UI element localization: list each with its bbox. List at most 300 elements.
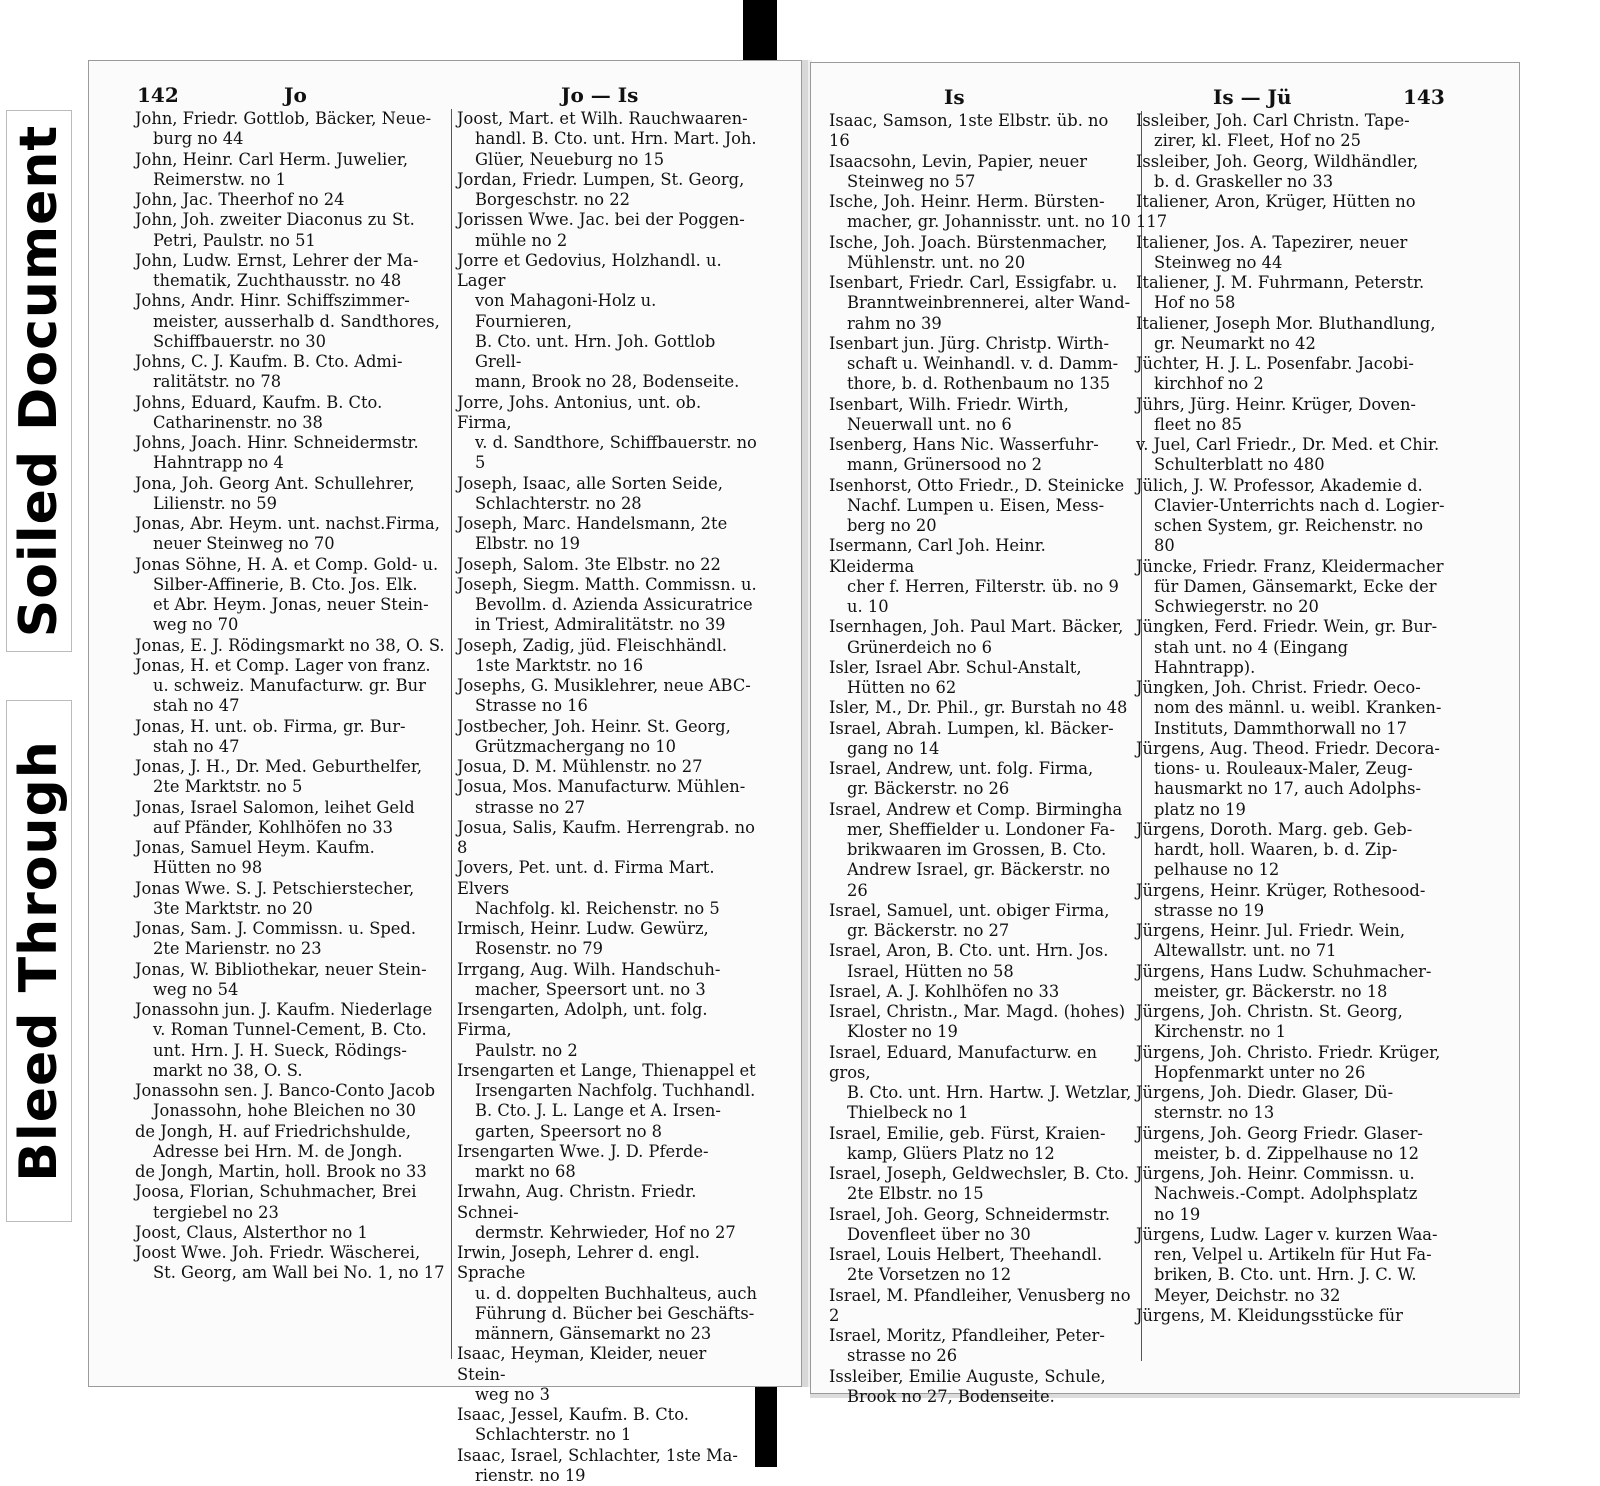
directory-entry [829,435,1134,476]
entry-name-line: Jonas Söhne, H. A. et Comp. Gold- u. [135,555,445,575]
entry-continuation-line: thematik, Zuchthausstr. no 48 [135,271,445,291]
entry-name-line: Isaac, Israel, Schlachter, 1ste Ma- [457,1446,757,1466]
directory-entry [829,395,1134,436]
column-divider [451,109,452,1359]
entry-continuation-line: gr. Bäckerstr. no 26 [829,779,1134,799]
entry-continuation-line: et Abr. Heym. Jonas, neuer Stein- [135,595,445,615]
directory-entry [829,273,1134,334]
entry-continuation-line: Hopfenmarkt unter no 26 [1136,1063,1446,1083]
entry-continuation-line: Adresse bei Hrn. M. de Jongh. [135,1142,445,1162]
directory-entry [135,291,445,352]
entry-name-line: Johns, Joach. Hinr. Schneidermstr. [135,433,445,453]
entry-continuation-line: B. Cto. unt. Hrn. Hartw. J. Wetzlar, [829,1083,1134,1103]
entry-continuation-line: Führung d. Bücher bei Geschäfts- [457,1304,757,1324]
entry-continuation-line: 2te Marienstr. no 23 [135,939,445,959]
entry-continuation-line: Meyer, Deichstr. no 32 [1136,1286,1446,1306]
directory-entry [1136,395,1446,436]
entry-name-line: Israel, Eduard, Manufacturw. en gros, [829,1043,1134,1084]
entry-continuation-line: Steinweg no 44 [1136,253,1446,273]
entry-name-line: Israel, Joseph, Geldwechsler, B. Cto. [829,1164,1134,1184]
entry-continuation-line: Lilienstr. no 59 [135,494,445,514]
entry-name-line: Israel, Abrah. Lumpen, kl. Bäcker- [829,719,1134,739]
entry-name-line: Jürgens, Joh. Heinr. Commissn. u. [1136,1164,1446,1184]
entry-continuation-line: ralitätstr. no 78 [135,372,445,392]
entry-name-line: Isenbart, Friedr. Carl, Essigfabr. u. [829,273,1134,293]
entry-continuation-line: strasse no 19 [1136,901,1446,921]
directory-entry [135,919,445,960]
entry-name-line: Joosa, Florian, Schuhmacher, Brei [135,1182,445,1202]
directory-entry [457,514,757,555]
entry-continuation-line: meister, gr. Bäckerstr. no 18 [1136,982,1446,1002]
entry-continuation-line: weg no 54 [135,980,445,1000]
entry-continuation-line: B. Cto. J. L. Lange et A. Irsen- [457,1101,757,1121]
entry-continuation-line: Steinweg no 57 [829,172,1134,192]
directory-entry [1136,557,1446,618]
entry-continuation-line: v. d. Sandthore, Schiffbauerstr. no 5 [457,433,757,474]
entry-continuation-line: gr. Neumarkt no 42 [1136,334,1446,354]
entry-name-line: Irrgang, Aug. Wilh. Handschuh- [457,960,757,980]
directory-entry [1136,435,1446,476]
right-header-range: Is — Jü [1213,85,1292,109]
entry-name-line: Isermann, Carl Joh. Heinr. Kleiderma [829,536,1134,577]
directory-entry [1136,881,1446,922]
directory-entry [1136,354,1446,395]
entry-name-line: Isler, Israel Abr. Schul-Anstalt, [829,658,1134,678]
entry-name-line: Jürgens, M. Kleidungsstücke für [1136,1306,1446,1326]
entry-continuation-line: Instituts, Dammthorwall no 17 [1136,719,1446,739]
directory-entry [135,838,445,879]
entry-name-line: Israel, Christn., Mar. Magd. (hohes) [829,1002,1134,1022]
entry-name-line: Jüngken, Joh. Christ. Friedr. Oeco- [1136,678,1446,698]
entry-name-line: Jüncke, Friedr. Franz, Kleidermacher [1136,557,1446,577]
directory-entry [135,879,445,920]
entry-continuation-line: ren, Velpel u. Artikeln für Hut Fa- [1136,1245,1446,1265]
directory-entry [829,719,1134,760]
entry-name-line: Jülich, J. W. Professor, Akademie d. [1136,476,1446,496]
entry-name-line: Jürgens, Heinr. Jul. Friedr. Wein, [1136,921,1446,941]
entry-name-line: Jona, Joh. Georg Ant. Schullehrer, [135,474,445,494]
entry-continuation-line: handl. B. Cto. unt. Hrn. Mart. Joh. [457,129,757,149]
entry-name-line: Jorre, Johs. Antonius, unt. ob. Firma, [457,393,757,434]
entry-name-line: Joost Wwe. Joh. Friedr. Wäscherei, [135,1243,445,1263]
entry-continuation-line: von Mahagoni-Holz u. Fournieren, [457,291,757,332]
entry-name-line: Jonassohn sen. J. Banco-Conto Jacob [135,1081,445,1101]
entry-name-line: Josua, Salis, Kaufm. Herrengrab. no 8 [457,818,757,859]
directory-entry [1136,1306,1446,1326]
entry-name-line: Isaacsohn, Levin, Papier, neuer [829,152,1134,172]
left-column-1 [135,109,445,1284]
entry-name-line: Issleiber, Joh. Georg, Wildhändler, [1136,152,1446,172]
entry-continuation-line: Andrew Israel, gr. Bäckerstr. no 26 [829,860,1134,901]
entry-name-line: John, Friedr. Gottlob, Bäcker, Neue- [135,109,445,129]
entry-continuation-line: Thielbeck no 1 [829,1103,1134,1123]
directory-entry [1136,1124,1446,1165]
directory-entry [829,1043,1134,1124]
directory-entry [829,536,1134,617]
entry-continuation-line: pelhause no 12 [1136,860,1446,880]
entry-name-line: Jonas, Israel Salomon, leihet Geld [135,798,445,818]
directory-entry [457,251,757,393]
directory-entry [135,636,445,656]
directory-entry [829,1326,1134,1367]
directory-entry [457,474,757,515]
entry-name-line: Jürgens, Ludw. Lager v. kurzen Waa- [1136,1225,1446,1245]
entry-continuation-line: stah no 47 [135,737,445,757]
entry-name-line: Israel, Louis Helbert, Theehandl. [829,1245,1134,1265]
entry-continuation-line: stah no 47 [135,696,445,716]
directory-entry [1136,739,1446,820]
entry-name-line: Johns, C. J. Kaufm. B. Cto. Admi- [135,352,445,372]
directory-entry [135,393,445,434]
directory-entry [829,759,1134,800]
entry-continuation-line: weg no 70 [135,615,445,635]
right-column-1 [829,111,1134,1407]
entry-continuation-line: kirchhof no 2 [1136,374,1446,394]
directory-entry [1136,152,1446,193]
directory-entry [457,1243,757,1344]
entry-name-line: Jürgens, Heinr. Krüger, Rothesood- [1136,881,1446,901]
directory-entry [135,1081,445,1122]
directory-entry [135,1243,445,1284]
entry-continuation-line: no 19 [1136,1205,1446,1225]
entry-continuation-line: Hütten no 98 [135,858,445,878]
directory-entry [457,717,757,758]
directory-entry [457,818,757,859]
right-header-keyword: Is [944,85,965,109]
entry-continuation-line: strasse no 26 [829,1346,1134,1366]
entry-continuation-line: Hahntrapp no 4 [135,453,445,473]
directory-entry [829,1002,1134,1043]
gutter-shadow-top [743,0,777,62]
directory-entry [457,1000,757,1061]
directory-entry [829,800,1134,901]
entry-continuation-line: markt no 38, O. S. [135,1061,445,1081]
entry-name-line: de Jongh, Martin, holl. Brook no 33 [135,1162,445,1182]
entry-name-line: Italiener, Jos. A. Tapezirer, neuer [1136,233,1446,253]
soiled-document-label [6,110,72,652]
left-header-range: Jo — Is [561,83,638,107]
entry-name-line: Irsengarten Wwe. J. D. Pferde- [457,1142,757,1162]
entry-continuation-line: 3te Marktstr. no 20 [135,899,445,919]
directory-entry [1136,476,1446,557]
entry-continuation-line: Schiffbauerstr. no 30 [135,332,445,352]
entry-continuation-line: 2te Marktstr. no 5 [135,777,445,797]
directory-entry [135,798,445,839]
directory-entry [829,233,1134,274]
directory-entry [1136,273,1446,314]
directory-entry [1136,192,1446,233]
directory-entry [135,1162,445,1182]
directory-entry [829,982,1134,1002]
entry-continuation-line: Kirchenstr. no 1 [1136,1022,1446,1042]
directory-entry [135,190,445,210]
directory-entry [1136,962,1446,1003]
directory-entry [829,901,1134,942]
directory-entry [457,858,757,919]
entry-name-line: Italiener, Aron, Krüger, Hütten no 117 [1136,192,1446,233]
directory-entry [135,210,445,251]
entry-continuation-line: Hof no 58 [1136,293,1446,313]
entry-name-line: Italiener, J. M. Fuhrmann, Peterstr. [1136,273,1446,293]
entry-continuation-line: Petri, Paulstr. no 51 [135,231,445,251]
entry-continuation-line: u. d. doppelten Buchhalteus, auch [457,1284,757,1304]
entry-name-line: Jürgens, Hans Ludw. Schuhmacher- [1136,962,1446,982]
entry-continuation-line: mühle no 2 [457,231,757,251]
entry-name-line: Irwin, Joseph, Lehrer d. engl. Sprache [457,1243,757,1284]
directory-entry [457,1446,757,1486]
directory-entry [1136,1164,1446,1225]
directory-entry [1136,1083,1446,1124]
entry-continuation-line: Clavier-Unterrichts nach d. Logier- [1136,496,1446,516]
left-header-keyword: Jo [284,83,307,107]
entry-name-line: Israel, Samuel, unt. obiger Firma, [829,901,1134,921]
entry-continuation-line: Schlachterstr. no 1 [457,1425,757,1445]
entry-continuation-line: neuer Steinweg no 70 [135,534,445,554]
entry-name-line: Jürgens, Joh. Diedr. Glaser, Dü- [1136,1083,1446,1103]
directory-entry [829,152,1134,193]
directory-entry [1136,1225,1446,1306]
directory-entry [135,1182,445,1223]
entry-name-line: Israel, Emilie, geb. Fürst, Kraien- [829,1124,1134,1144]
left-page [88,60,802,1387]
entry-continuation-line: Strasse no 16 [457,696,757,716]
directory-entry [457,1061,757,1142]
directory-entry [1136,111,1446,152]
entry-continuation-line: Rosenstr. no 79 [457,939,757,959]
entry-name-line: Joost, Claus, Alsterthor no 1 [135,1223,445,1243]
directory-entry [829,334,1134,395]
directory-entry [457,777,757,818]
directory-entry [135,474,445,515]
entry-continuation-line: unt. Hrn. J. H. Sueck, Rödings- [135,1041,445,1061]
entry-name-line: Issleiber, Joh. Carl Christn. Tape- [1136,111,1446,131]
entry-continuation-line: meister, ausserhalb d. Sandthores, [135,312,445,332]
entry-continuation-line: Neuerwall unt. no 6 [829,415,1134,435]
directory-entry [457,960,757,1001]
entry-name-line: Jonas, Samuel Heym. Kaufm. [135,838,445,858]
entry-name-line: Ische, Joh. Joach. Bürstenmacher, [829,233,1134,253]
directory-entry [457,210,757,251]
entry-continuation-line: strasse no 27 [457,798,757,818]
entry-name-line: Israel, Moritz, Pfandleiher, Peter- [829,1326,1134,1346]
entry-name-line: Jürgens, Doroth. Marg. geb. Geb- [1136,820,1446,840]
entry-name-line: Jonas, Sam. J. Commissn. u. Sped. [135,919,445,939]
entry-continuation-line: tions- u. Rouleaux-Maler, Zeug- [1136,759,1446,779]
entry-continuation-line: tergiebel no 23 [135,1203,445,1223]
page-number-right: 143 [1403,85,1445,109]
entry-continuation-line: brikwaaren im Grossen, B. Cto. [829,840,1134,860]
entry-continuation-line: hardt, holl. Waaren, b. d. Zip- [1136,840,1446,860]
entry-continuation-line: St. Georg, am Wall bei No. 1, no 17 [135,1263,445,1283]
entry-name-line: John, Heinr. Carl Herm. Juwelier, [135,150,445,170]
entry-continuation-line: Branntweinbrennerei, alter Wand- [829,293,1134,313]
entry-name-line: Jorissen Wwe. Jac. bei der Poggen- [457,210,757,230]
entry-continuation-line: berg no 20 [829,516,1134,536]
entry-continuation-line: dermstr. Kehrwieder, Hof no 27 [457,1223,757,1243]
entry-name-line: Israel, Joh. Georg, Schneidermstr. [829,1205,1134,1225]
entry-continuation-line: rahm no 39 [829,314,1134,334]
entry-name-line: Isaac, Samson, 1ste Elbstr. üb. no 16 [829,111,1134,152]
directory-entry [457,757,757,777]
entry-continuation-line: Dovenfleet über no 30 [829,1225,1134,1245]
entry-name-line: Jonas, W. Bibliothekar, neuer Stein- [135,960,445,980]
entry-name-line: Jorre et Gedovius, Holzhandl. u. Lager [457,251,757,292]
entry-name-line: Israel, M. Pfandleiher, Venusberg no 2 [829,1286,1134,1327]
entry-continuation-line: kamp, Glüers Platz no 12 [829,1144,1134,1164]
directory-entry [457,676,757,717]
directory-entry [1136,1043,1446,1084]
entry-name-line: Joseph, Zadig, jüd. Fleischhändl. [457,636,757,656]
gutter-shadow-bottom [755,1380,777,1467]
entry-continuation-line: Grützmachergang no 10 [457,737,757,757]
soiled-document-text: Soiled Document [9,125,69,637]
entry-continuation-line: Irsengarten Nachfolg. Tuchhandl. [457,1081,757,1101]
entry-continuation-line: Paulstr. no 2 [457,1041,757,1061]
directory-entry [1136,820,1446,881]
entry-name-line: Josua, D. M. Mühlenstr. no 27 [457,757,757,777]
entry-name-line: Jührs, Jürg. Heinr. Krüger, Doven- [1136,395,1446,415]
entry-continuation-line: Israel, Hütten no 58 [829,962,1134,982]
entry-continuation-line: zirer, kl. Fleet, Hof no 25 [1136,131,1446,151]
directory-entry [457,636,757,677]
entry-name-line: Jonas, H. unt. ob. Firma, gr. Bur- [135,717,445,737]
entry-name-line: Jonas, H. et Comp. Lager von franz. [135,656,445,676]
entry-name-line: Jürgens, Aug. Theod. Friedr. Decora- [1136,739,1446,759]
right-page [810,62,1520,1394]
entry-continuation-line: b. d. Graskeller no 33 [1136,172,1446,192]
directory-entry [135,960,445,1001]
entry-continuation-line: B. Cto. unt. Hrn. Joh. Gottlob Grell- [457,332,757,373]
entry-name-line: Israel, Andrew, unt. folg. Firma, [829,759,1134,779]
entry-continuation-line: Catharinenstr. no 38 [135,413,445,433]
entry-continuation-line: sternstr. no 13 [1136,1103,1446,1123]
entry-continuation-line: u. schweiz. Manufacturw. gr. Bur [135,676,445,696]
entry-continuation-line: Schwiegerstr. no 20 [1136,597,1446,617]
directory-entry [829,1205,1134,1246]
bleed-through-label [6,700,72,1222]
directory-entry [457,919,757,960]
entry-continuation-line: Hütten no 62 [829,678,1134,698]
entry-name-line: Jürgens, Joh. Christn. St. Georg, [1136,1002,1446,1022]
entry-continuation-line: 2te Vorsetzen no 12 [829,1265,1134,1285]
entry-name-line: John, Joh. zweiter Diaconus zu St. [135,210,445,230]
directory-entry [457,393,757,474]
entry-continuation-line: Bevollm. d. Azienda Assicuratrice [457,595,757,615]
entry-name-line: Joost, Mart. et Wilh. Rauchwaaren- [457,109,757,129]
directory-entry [135,757,445,798]
entry-continuation-line: mer, Sheffielder u. Londoner Fa- [829,820,1134,840]
entry-continuation-line: Silber-Affinerie, B. Cto. Jos. Elk. [135,575,445,595]
directory-entry [829,941,1134,982]
directory-entry [829,1164,1134,1205]
directory-entry [457,1344,757,1405]
directory-entry [829,1245,1134,1286]
entry-continuation-line: fleet no 85 [1136,415,1446,435]
entry-continuation-line: Schlachterstr. no 28 [457,494,757,514]
entry-name-line: Jonas, Abr. Heym. unt. nachst.Firma, [135,514,445,534]
entry-name-line: Jüngken, Ferd. Friedr. Wein, gr. Bur- [1136,617,1446,637]
entry-continuation-line: Borgeschstr. no 22 [457,190,757,210]
entry-continuation-line: stah unt. no 4 (Eingang Hahntrapp). [1136,638,1446,679]
entry-name-line: Jürgens, Joh. Georg Friedr. Glaser- [1136,1124,1446,1144]
entry-name-line: Isenhorst, Otto Friedr., D. Steinicke [829,476,1134,496]
entry-name-line: Joseph, Marc. Handelsmann, 2te [457,514,757,534]
entry-continuation-line: platz no 19 [1136,800,1446,820]
entry-continuation-line: für Damen, Gänsemarkt, Ecke der [1136,577,1446,597]
directory-entry [457,1405,757,1446]
directory-entry [829,1124,1134,1165]
entry-continuation-line: auf Pfänder, Kohlhöfen no 33 [135,818,445,838]
entry-name-line: Irsengarten, Adolph, unt. folg. Firma, [457,1000,757,1041]
entry-name-line: de Jongh, H. auf Friedrichshulde, [135,1122,445,1142]
directory-entry [1136,1002,1446,1043]
right-column-2 [1136,111,1446,1326]
entry-continuation-line: Brook no 27, Bodenseite. [829,1387,1134,1407]
entry-continuation-line: Jonassohn, hohe Bleichen no 30 [135,1101,445,1121]
entry-continuation-line: rienstr. no 19 [457,1466,757,1486]
directory-entry [829,1367,1134,1408]
entry-name-line: Isernhagen, Joh. Paul Mart. Bäcker, [829,617,1134,637]
entry-continuation-line: schaft u. Weinhandl. v. d. Damm- [829,354,1134,374]
directory-entry [135,251,445,292]
entry-continuation-line: cher f. Herren, Filterstr. üb. no 9 u. 10 [829,577,1134,618]
entry-name-line: Joseph, Isaac, alle Sorten Seide, [457,474,757,494]
directory-entry [135,1122,445,1163]
entry-continuation-line: Nachf. Lumpen u. Eisen, Mess- [829,496,1134,516]
entry-name-line: Italiener, Joseph Mor. Bluthandlung, [1136,314,1446,334]
entry-continuation-line: v. Roman Tunnel-Cement, B. Cto. [135,1020,445,1040]
entry-name-line: Irwahn, Aug. Christn. Friedr. Schnei- [457,1182,757,1223]
entry-continuation-line: Nachfolg. kl. Reichenstr. no 5 [457,899,757,919]
directory-entry [457,555,757,575]
entry-name-line: John, Ludw. Ernst, Lehrer der Ma- [135,251,445,271]
directory-entry [135,433,445,474]
entry-continuation-line: thore, b. d. Rothenbaum no 135 [829,374,1134,394]
entry-name-line: Jonas, J. H., Dr. Med. Geburthelfer, [135,757,445,777]
entry-continuation-line: burg no 44 [135,129,445,149]
entry-continuation-line: Schulterblatt no 480 [1136,455,1446,475]
entry-name-line: John, Jac. Theerhof no 24 [135,190,445,210]
entry-continuation-line: schen System, gr. Reichenstr. no 80 [1136,516,1446,557]
entry-name-line: Johns, Andr. Hinr. Schiffszimmer- [135,291,445,311]
directory-entry [135,656,445,717]
entry-name-line: Isenberg, Hans Nic. Wasserfuhr- [829,435,1134,455]
entry-name-line: Irmisch, Heinr. Ludw. Gewürz, [457,919,757,939]
directory-entry [1136,314,1446,355]
directory-entry [829,192,1134,233]
entry-continuation-line: Reimerstw. no 1 [135,170,445,190]
entry-name-line: Jüchter, H. J. L. Posenfabr. Jacobi- [1136,354,1446,374]
entry-name-line: Isler, M., Dr. Phil., gr. Burstah no 48 [829,698,1134,718]
entry-name-line: Johns, Eduard, Kaufm. B. Cto. [135,393,445,413]
directory-entry [457,109,757,170]
directory-entry [135,1000,445,1081]
directory-entry [829,698,1134,718]
entry-continuation-line: mann, Grünersood no 2 [829,455,1134,475]
entry-continuation-line: männern, Gänsemarkt no 23 [457,1324,757,1344]
entry-name-line: Israel, Aron, B. Cto. unt. Hrn. Jos. [829,941,1134,961]
entry-continuation-line: Kloster no 19 [829,1022,1134,1042]
left-column-2 [457,109,757,1486]
entry-continuation-line: gang no 14 [829,739,1134,759]
entry-continuation-line: meister, b. d. Zippelhause no 12 [1136,1144,1446,1164]
directory-entry [135,514,445,555]
entry-continuation-line: hausmarkt no 17, auch Adolphs- [1136,779,1446,799]
entry-continuation-line: Mühlenstr. unt. no 20 [829,253,1134,273]
entry-continuation-line: gr. Bäckerstr. no 27 [829,921,1134,941]
entry-name-line: Jonas Wwe. S. J. Petschierstecher, [135,879,445,899]
entry-continuation-line: mann, Brook no 28, Bodenseite. [457,372,757,392]
